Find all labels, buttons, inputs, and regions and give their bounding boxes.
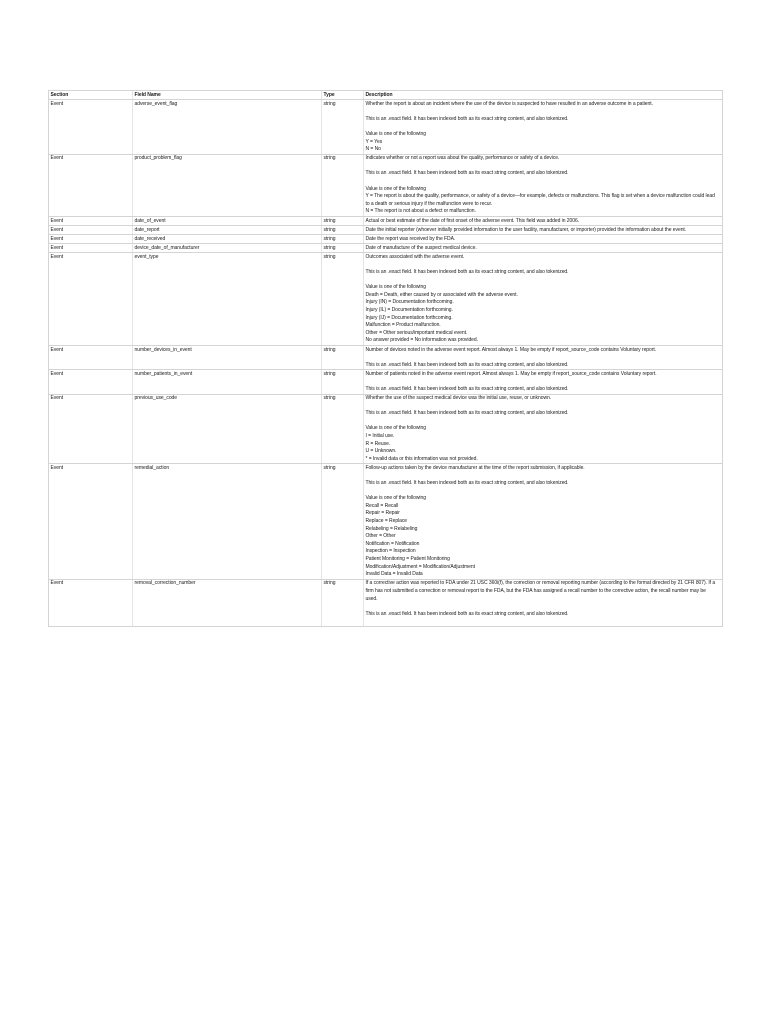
description-line: This is an .exact field. It has been indexed both as its exact string content, and also tokenized. [365,115,569,122]
description-line: Injury (IJ) = Documentation forthcoming. [365,314,453,321]
description-line: Date of manufacture of the suspect medical device. [365,244,477,251]
description-line: Follow-up actions taken by the device manufacturer at the time of the report submission, if applicable. [365,464,585,471]
description-line: I = Initial use. [365,433,395,440]
description-line: * = Invalid data or this information was not provided. [365,455,478,462]
description-line [366,277,722,285]
description-line: Malfunction = Product malfunction. [365,322,441,329]
description-line: Value is one of the following [365,284,426,291]
description-line [366,178,722,186]
cell-field-name: date_of_event [133,217,322,226]
field-definitions-table [48,90,723,627]
description-line: Value is one of the following [365,425,426,432]
cell-type: string [322,579,364,626]
cell-field-name: number_devices_in_event [133,346,322,370]
table-row [49,244,723,253]
description-line [366,403,722,411]
description-line: Injury (IL) = Documentation forthcoming. [365,307,453,314]
description-line: Other = Other [365,533,396,540]
description-line: N = The report is not about a defect or malfunction. [365,208,476,215]
description-line [366,123,722,131]
description-line [366,378,722,386]
cell-field-name: remedial_action [133,464,322,579]
cell-section: Event [49,226,133,235]
cell-field-name: adverse_event_flag [133,100,322,155]
description-line: Relabeling = Relabeling [365,525,418,532]
description-line: Whether the report is about an incident where the use of the device is suspected to have resulted in an adverse outcome in a patient. [365,100,653,107]
description-line [366,108,722,116]
header-description: Description [364,91,723,100]
cell-type: string [322,370,364,394]
header-section: Section [49,91,133,100]
description-line [366,418,722,426]
cell-section: Event [49,217,133,226]
description-line: Value is one of the following [365,495,426,502]
cell-field-name: product_problem_flag [133,154,322,216]
cell-section: Event [49,394,133,464]
description-line: Date the initial reporter (whoever initially provided information to the user facility, manufacturer, or importer) provided the information about the event. [365,226,687,233]
cell-section: Event [49,154,133,216]
cell-field-name: device_date_of_manufacturer [133,244,322,253]
cell-field-name: number_patients_in_event [133,370,322,394]
description-line: Other = Other serious/important medical event. [365,329,468,336]
cell-type: string [322,235,364,244]
description-line: firm has not submitted a correction or removal report to the FDA, but the FDA has assigned a recall number to the corrective action, the recall number may be [365,587,706,594]
description-line: U = Unknown. [365,448,397,455]
description-line [366,603,722,611]
description-line: Y = Yes [365,138,383,145]
description-line [366,618,722,626]
description-line: This is an .exact field. It has been indexed both as its exact string content, and also tokenized. [365,480,569,487]
cell-description [364,370,723,394]
description-line [366,488,722,496]
description-line: Modification/Adjustment = Modification/Adjustment [365,563,475,570]
cell-description [364,217,723,226]
table-row [49,346,723,370]
cell-section: Event [49,579,133,626]
description-line: This is an .exact field. It has been indexed both as its exact string content, and also tokenized. [365,170,569,177]
table-row [49,226,723,235]
header-field-name: Field Name [133,91,322,100]
description-line: Value is one of the following [365,185,426,192]
spreadsheet-page [48,90,722,627]
description-line: Value is one of the following [365,130,426,137]
description-line: No answer provided = No information was provided. [365,337,478,344]
table-row [49,235,723,244]
table-row [49,217,723,226]
cell-description [364,464,723,579]
cell-field-name: removal_correction_number [133,579,322,626]
description-line: This is an .exact field. It has been indexed both as its exact string content, and also tokenized. [365,410,569,417]
description-line: Notification = Notification [365,540,420,547]
table-row [49,100,723,155]
cell-type: string [322,226,364,235]
cell-field-name: previous_use_code [133,394,322,464]
table-row [49,370,723,394]
cell-type: string [322,394,364,464]
description-line: N = No [365,146,381,153]
table-body [49,100,723,627]
cell-type: string [322,244,364,253]
cell-description [364,154,723,216]
cell-section: Event [49,370,133,394]
description-line: Y = The report is about the quality, performance, or safety of a device—for example, defects or malfunctions. This flag is set when a device malfunction could lead [365,193,715,200]
description-line: This is an .exact field. It has been indexed both as its exact string content, and also tokenized. [365,269,569,276]
description-line: Repair = Repair [365,510,400,517]
description-line: Indicates whether or not a report was about the quality, performance or safety of a device. [365,155,560,162]
description-line [366,261,722,269]
cell-description [364,235,723,244]
header-row [49,91,723,100]
cell-section: Event [49,253,133,346]
table-row [49,464,723,579]
cell-section: Event [49,464,133,579]
description-line: Number of devices noted in the adverse event report. Almost always 1. May be empty if report_source_code contains Voluntary report. [365,346,657,353]
cell-field-name: date_report [133,226,322,235]
description-line: Death = Death, either caused by or associated with the adverse event. [365,291,518,298]
description-line: Date the report was received by the FDA. [365,235,456,242]
cell-type: string [322,154,364,216]
cell-section: Event [49,100,133,155]
cell-description [364,226,723,235]
description-line [366,473,722,481]
cell-description [364,100,723,155]
description-line: R = Reuse. [365,440,391,447]
description-line: used. [365,595,378,602]
description-line: Invalid Data = Invalid Data [365,571,423,578]
cell-description [364,579,723,626]
description-line: If a corrective action was reported to FDA under 21 USC 360i(f), the correction or removal reporting number (according to the format directed by 21 CFR 807). If a [365,580,716,587]
cell-type: string [322,253,364,346]
cell-field-name: date_received [133,235,322,244]
description-line: to a death or serious injury if the malfunction were to recur. [365,200,493,207]
description-line: This is an .exact field. It has been indexed both as its exact string content, and also tokenized. [365,610,569,617]
description-line: Number of patients noted in the adverse event report. Almost always 1. May be empty if report_source_code contains Voluntary report. [365,370,657,377]
cell-description [364,244,723,253]
description-line: Actual or best estimate of the date of first onset of the adverse event. This field was added in 2006. [365,217,580,224]
description-line [366,163,722,171]
table-row [49,154,723,216]
description-line: Recall = Recall [365,502,399,509]
cell-description [364,253,723,346]
cell-type: string [322,464,364,579]
description-line: This is an .exact field. It has been indexed both as its exact string content, and also tokenized. [365,361,569,368]
description-line: Replace = Replace [365,518,408,525]
cell-type: string [322,346,364,370]
cell-type: string [322,217,364,226]
cell-field-name: event_type [133,253,322,346]
table-row [49,394,723,464]
cell-type: string [322,100,364,155]
description-line: Injury (IN) = Documentation forthcoming. [365,299,454,306]
cell-section: Event [49,346,133,370]
description-line: Whether the use of the suspect medical device was the initial use, reuse, or unknown. [365,395,552,402]
description-line: This is an .exact field. It has been indexed both as its exact string content, and also tokenized. [365,385,569,392]
table-row [49,579,723,626]
description-line: Patient Monitoring = Patient Monitoring [365,556,450,563]
description-line [366,354,722,362]
cell-description [364,346,723,370]
cell-description [364,394,723,464]
table-row [49,253,723,346]
cell-section: Event [49,235,133,244]
cell-section: Event [49,244,133,253]
description-line: Inspection = Inspection [365,548,416,555]
header-type: Type [322,91,364,100]
description-line: Outcomes associated with the adverse event. [365,253,465,260]
